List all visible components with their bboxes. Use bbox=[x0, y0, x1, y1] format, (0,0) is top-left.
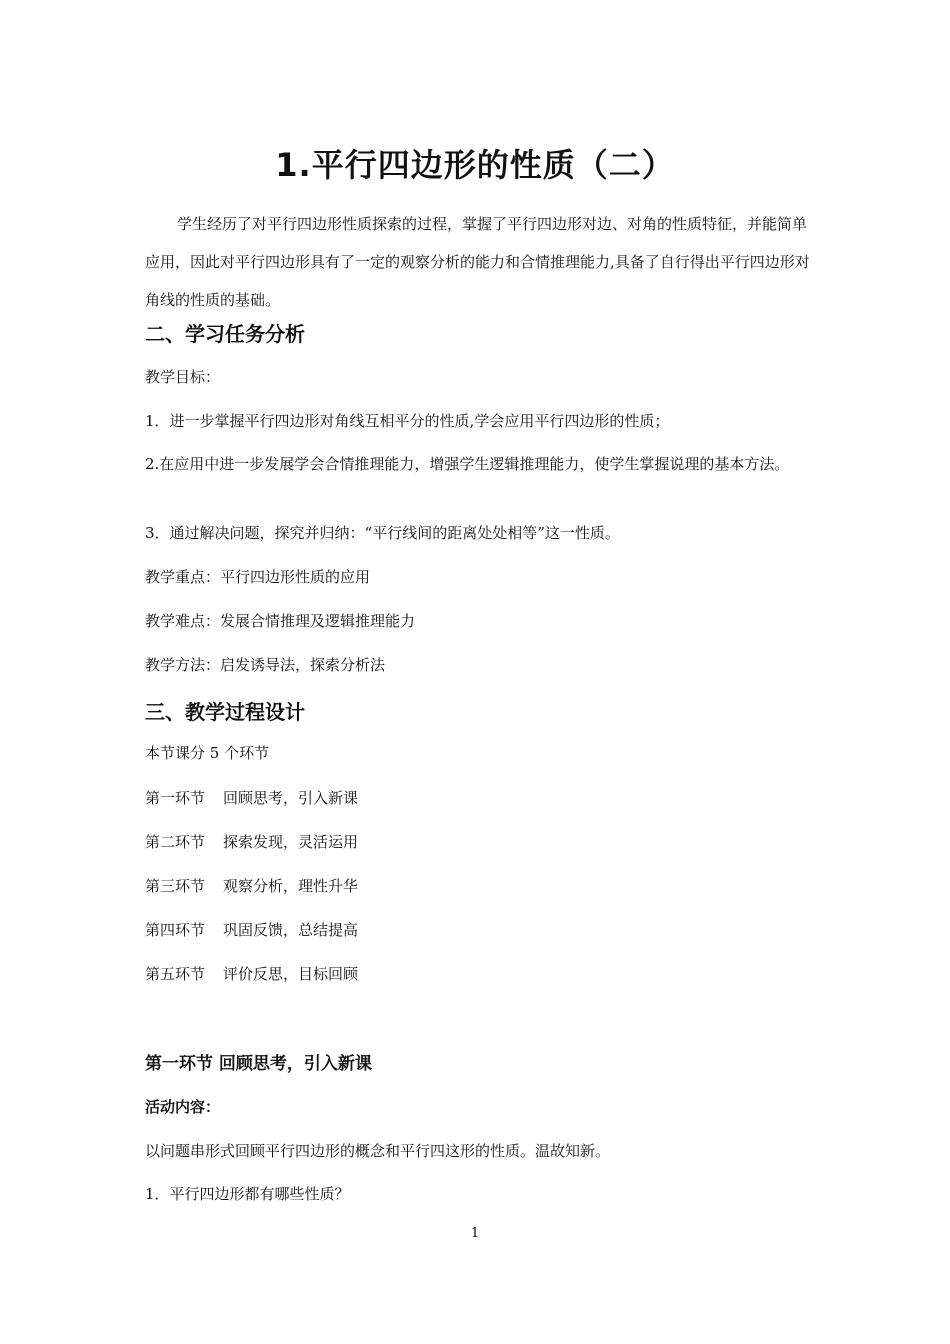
stage-desc: 探索发现，灵活运用 bbox=[223, 833, 359, 851]
stage-desc: 巩固反馈，总结提高 bbox=[223, 921, 359, 939]
intro-paragraph: 学生经历了对平行四边形性质探索的过程，掌握了平行四边形对边、对角的性质特征，并能简单应用，因此对平行四边形具有了一定的观察分析的能力和合情推理能力,具备了自行得出平行四边形对角线的性质的基础。 bbox=[145, 215, 810, 309]
question-1: 1．平行四边形都有哪些性质？ bbox=[145, 1185, 350, 1203]
goal-1: 1．进一步掌握平行四边形对角线互相平分的性质,学会应用平行四边形的性质； bbox=[145, 412, 670, 430]
goals-label: 教学目标： bbox=[145, 368, 221, 386]
key-point: 教学重点：平行四边形性质的应用 bbox=[145, 568, 371, 586]
stage-label: 第四环节 bbox=[145, 921, 206, 939]
activity-label: 活动内容： bbox=[145, 1098, 221, 1116]
stage-row bbox=[145, 873, 358, 899]
stages-summary: 本节课分 5 个环节 bbox=[145, 744, 270, 762]
stage-label: 第三环节 bbox=[145, 877, 206, 895]
stage-row bbox=[145, 829, 358, 855]
page-number: 1 bbox=[470, 1226, 480, 1241]
stage-label: 第五环节 bbox=[145, 965, 206, 983]
goal-3: 3．通过解决问题，探究并归纳：“平行线间的距离处处相等”这一性质。 bbox=[145, 524, 620, 542]
teaching-method: 教学方法：启发诱导法，探索分析法 bbox=[145, 656, 386, 674]
stage-label: 第二环节 bbox=[145, 833, 206, 851]
stage1-heading: 第一环节 回顾思考，引入新课 bbox=[145, 1054, 372, 1074]
goal-2: 2.在应用中进一步发展学会合情推理能力，增强学生逻辑推理能力，使学生掌握说理的基本方法。 bbox=[145, 455, 790, 473]
section-heading-task-analysis: 二、学习任务分析 bbox=[145, 322, 305, 346]
page-title: 1.平行四边形的性质（二） bbox=[275, 146, 675, 184]
section-heading-process-design: 三、教学过程设计 bbox=[145, 700, 305, 724]
stage-label: 第一环节 bbox=[145, 789, 206, 807]
difficulty: 教学难点：发展合情推理及逻辑推理能力 bbox=[145, 612, 416, 630]
stage-row bbox=[145, 961, 358, 987]
stage-desc: 评价反思，目标回顾 bbox=[223, 965, 359, 983]
stage-row bbox=[145, 785, 358, 811]
stage-desc: 观察分析，理性升华 bbox=[223, 877, 359, 895]
stage-desc: 回顾思考，引入新课 bbox=[223, 789, 359, 807]
stage-row bbox=[145, 917, 358, 943]
activity-text: 以问题串形式回顾平行四边形的概念和平行四这形的性质。温故知新。 bbox=[145, 1142, 611, 1160]
